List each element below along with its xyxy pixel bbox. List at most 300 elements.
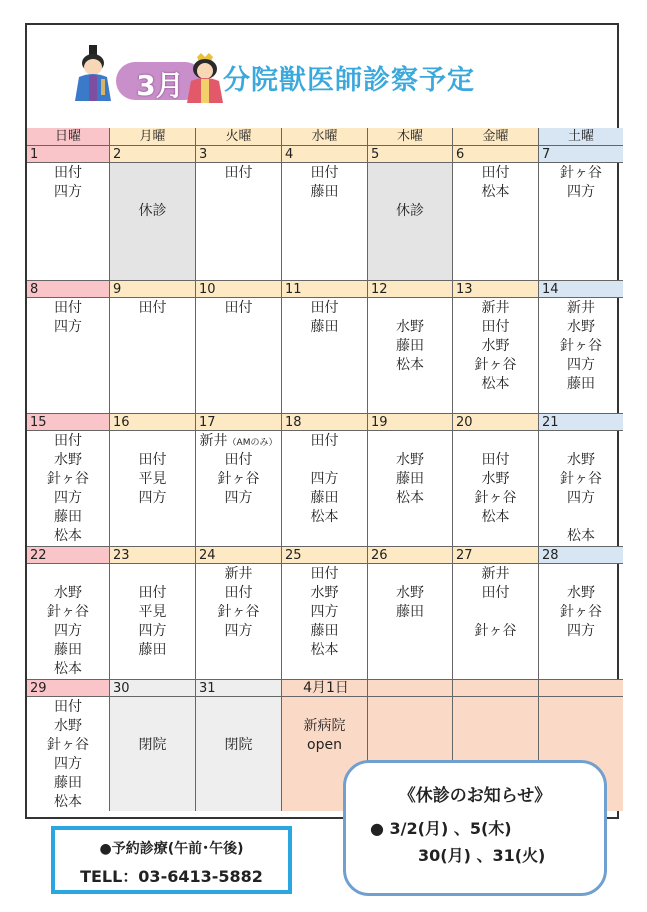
line-text: 水野 <box>310 585 339 601</box>
doctor-list <box>27 298 109 413</box>
line-text: 針ヶ谷 <box>47 604 89 620</box>
doctor-name <box>453 356 538 375</box>
line-text: 田付 <box>224 300 253 316</box>
notice-line-1: ● 3/2(月) 、5(木) <box>370 819 512 838</box>
line-text: 田付 <box>310 566 339 582</box>
line-text: 新井 <box>567 300 595 316</box>
doctor-name <box>27 318 109 337</box>
doctor-name <box>27 774 109 793</box>
new-hospital-label <box>282 698 367 717</box>
closed-label <box>368 183 452 202</box>
doctor-name <box>453 470 538 489</box>
doctor-name <box>453 318 538 337</box>
calendar-day-cell <box>27 414 110 547</box>
line-text: 田付 <box>481 165 510 181</box>
line-text: 水野 <box>54 718 82 734</box>
day-number: 25 <box>282 547 367 564</box>
doctor-list <box>196 163 281 280</box>
calendar-day-cell <box>196 680 282 811</box>
line-text: 針ヶ谷 <box>560 471 602 487</box>
closed-label <box>196 717 281 736</box>
doctor-name <box>27 755 109 774</box>
line-text: 藤田 <box>310 319 339 335</box>
line-text: 四方 <box>567 357 595 373</box>
doctor-list <box>196 697 281 811</box>
doctor-name <box>110 299 195 318</box>
doctor-name <box>368 489 452 508</box>
doctor-name <box>539 508 623 527</box>
weekday-header: 月曜 <box>110 128 196 146</box>
line-text: 田付 <box>310 433 339 449</box>
notice-line-2: 30(月) 、31(火) <box>418 846 546 865</box>
line-text: 松本 <box>54 794 82 810</box>
closed-label <box>110 698 195 717</box>
calendar-day-cell <box>282 146 368 281</box>
doctor-name <box>282 508 367 527</box>
day-number: 29 <box>27 680 109 697</box>
day-number <box>368 680 452 697</box>
doctor-name <box>453 183 538 202</box>
doctor-name <box>27 508 109 527</box>
reservation-box <box>51 826 292 894</box>
weekday-header: 日曜 <box>27 128 110 146</box>
line-text: 松本 <box>310 642 339 658</box>
calendar-day-cell <box>453 414 539 547</box>
line-text: 田付 <box>54 165 82 181</box>
doctor-name <box>453 584 538 603</box>
doctor-name <box>539 164 623 183</box>
line-text: 松本 <box>481 509 510 525</box>
doctor-name <box>27 641 109 660</box>
doctor-name <box>453 299 538 318</box>
doctor-name <box>282 318 367 337</box>
doctor-name <box>196 470 281 489</box>
line-text: 休診 <box>396 203 424 219</box>
doctor-list <box>539 564 623 679</box>
doctor-name <box>453 451 538 470</box>
doctor-name <box>110 489 195 508</box>
doctor-list <box>453 298 538 413</box>
line-text: 新井 <box>481 566 510 582</box>
doctor-name <box>282 164 367 183</box>
doctor-name <box>453 622 538 641</box>
day-number: 3 <box>196 146 281 163</box>
line-text: 針ヶ谷 <box>560 338 602 354</box>
day-number: 8 <box>27 281 109 298</box>
day-number: 30 <box>110 680 195 697</box>
doctor-name <box>282 584 367 603</box>
doctor-list <box>539 298 623 413</box>
line-text: 針ヶ谷 <box>474 357 517 373</box>
line-text: 田付 <box>224 165 253 181</box>
closure-notice-box <box>343 760 607 896</box>
doctor-list <box>453 431 538 546</box>
line-text: 四方 <box>567 184 595 200</box>
line-text: 藤田 <box>567 376 595 392</box>
day-number: 26 <box>368 547 452 564</box>
line-text: 藤田 <box>310 184 339 200</box>
doctor-list <box>110 163 195 280</box>
day-number: 6 <box>453 146 538 163</box>
line-text: 藤田 <box>396 604 424 620</box>
reservation-phone: TELL：03-6413-5882 <box>80 867 263 886</box>
doctor-name <box>27 565 109 584</box>
day-number <box>453 680 538 697</box>
closed-label <box>110 717 195 736</box>
day-number: 24 <box>196 547 281 564</box>
weekday-header: 土曜 <box>539 128 623 146</box>
line-text: 針ヶ谷 <box>217 604 260 620</box>
doctor-name <box>368 299 452 318</box>
line-text: 松本 <box>481 184 510 200</box>
calendar-day-cell <box>539 281 623 414</box>
calendar-day-cell <box>282 281 368 414</box>
doctor-name <box>453 432 538 451</box>
line-text: 針ヶ谷 <box>474 490 517 506</box>
doctor-name <box>282 489 367 508</box>
doctor-list <box>110 564 195 679</box>
line-text: 針ヶ谷 <box>47 471 89 487</box>
doctor-name <box>196 603 281 622</box>
calendar-day-cell <box>539 547 623 680</box>
day-number: 13 <box>453 281 538 298</box>
closed-label <box>110 183 195 202</box>
calendar-day-cell <box>453 281 539 414</box>
day-number: 28 <box>539 547 623 564</box>
month-label: 3月 <box>136 69 184 102</box>
day-number: 23 <box>110 547 195 564</box>
hina-doll-emperor-icon <box>71 45 115 103</box>
closed-label <box>368 202 452 221</box>
doctor-name <box>453 489 538 508</box>
line-text: 松本 <box>396 490 424 506</box>
doctor-name <box>368 432 452 451</box>
doctor-list <box>453 163 538 280</box>
line-text: 水野 <box>54 452 82 468</box>
doctor-name <box>368 356 452 375</box>
line-text: 田付 <box>54 300 82 316</box>
line-text: 四方 <box>224 490 253 506</box>
doctor-name <box>196 565 281 584</box>
doctor-list <box>368 163 452 280</box>
line-text: 四方 <box>224 623 253 639</box>
line-text: 四方 <box>310 471 339 487</box>
doctor-name <box>539 622 623 641</box>
line-text: 四方 <box>138 490 167 506</box>
line-text: 水野 <box>54 585 82 601</box>
doctor-name <box>539 584 623 603</box>
calendar-day-cell <box>368 281 453 414</box>
doctor-name <box>539 183 623 202</box>
day-number: 31 <box>196 680 281 697</box>
doctor-name <box>282 299 367 318</box>
line-text: 水野 <box>567 452 595 468</box>
line-text: 四方 <box>54 490 82 506</box>
reservation-hours: ●予約診療(午前･午後) <box>99 841 244 857</box>
day-number: 20 <box>453 414 538 431</box>
doctor-list <box>368 431 452 546</box>
page-title: 分院獣医師診察予定 <box>223 65 475 96</box>
doctor-list <box>110 431 195 546</box>
line-text: 四方 <box>54 184 82 200</box>
doctor-name <box>539 337 623 356</box>
hina-doll-empress-icon <box>185 51 225 103</box>
line-text: 藤田 <box>310 490 339 506</box>
calendar-day-cell <box>196 281 282 414</box>
doctor-name <box>368 451 452 470</box>
line-text: 藤田 <box>396 471 424 487</box>
doctor-name <box>196 622 281 641</box>
calendar-day-cell <box>368 414 453 547</box>
line-text: 新井 <box>481 300 510 316</box>
calendar-day-cell <box>453 547 539 680</box>
calendar-day-cell <box>453 146 539 281</box>
calendar-day-cell <box>110 281 196 414</box>
calendar-day-cell <box>110 414 196 547</box>
day-number: 10 <box>196 281 281 298</box>
doctor-name <box>27 451 109 470</box>
weekday-header: 水曜 <box>282 128 368 146</box>
calendar-day-cell <box>27 680 110 811</box>
new-hospital-label <box>282 717 367 736</box>
doctor-name <box>539 318 623 337</box>
line-text: 四方 <box>54 756 82 772</box>
closed-label <box>196 736 281 755</box>
doctor-list <box>368 298 452 413</box>
doctor-name <box>453 337 538 356</box>
line-text: 水野 <box>567 585 595 601</box>
schedule-frame <box>25 23 619 819</box>
line-text: 針ヶ谷 <box>47 737 89 753</box>
notice-heading: 《休診のお知らせ》 <box>398 786 552 806</box>
doctor-name <box>368 318 452 337</box>
line-text: 田付 <box>310 300 339 316</box>
line-text: 平見 <box>138 604 167 620</box>
calendar-day-cell <box>27 281 110 414</box>
doctor-name <box>110 470 195 489</box>
calendar-day-cell <box>27 547 110 680</box>
doctor-name <box>27 717 109 736</box>
day-number: 9 <box>110 281 195 298</box>
doctor-name <box>27 432 109 451</box>
day-number: 4月1日 <box>282 680 367 697</box>
day-number: 17 <box>196 414 281 431</box>
weekday-header: 金曜 <box>453 128 539 146</box>
day-number: 21 <box>539 414 623 431</box>
line-text: 田付 <box>54 699 82 715</box>
line-text: 松本 <box>481 376 510 392</box>
line-text: 針ヶ谷 <box>474 623 517 639</box>
doctor-name <box>27 622 109 641</box>
line-text: 水野 <box>396 452 424 468</box>
doctor-list <box>110 298 195 413</box>
line-text: 水野 <box>481 338 510 354</box>
doctor-name <box>196 584 281 603</box>
doctor-name <box>110 565 195 584</box>
line-text: 四方 <box>567 623 595 639</box>
doctor-name <box>282 183 367 202</box>
doctor-name <box>282 565 367 584</box>
doctor-name <box>453 565 538 584</box>
line-text: 休診 <box>138 203 167 219</box>
doctor-name <box>196 432 281 451</box>
line-text: 松本 <box>567 528 595 544</box>
doctor-name <box>27 584 109 603</box>
doctor-name <box>27 660 109 679</box>
day-number: 1 <box>27 146 109 163</box>
day-number: 12 <box>368 281 452 298</box>
line-text: 田付 <box>310 165 339 181</box>
closed-label <box>110 202 195 221</box>
closed-label <box>368 164 452 183</box>
doctor-name <box>453 603 538 622</box>
line-text: 水野 <box>396 319 424 335</box>
doctor-list <box>282 431 367 546</box>
line-text: 田付 <box>224 585 253 601</box>
doctor-name <box>282 603 367 622</box>
day-number: 2 <box>110 146 195 163</box>
doctor-list <box>27 163 109 280</box>
doctor-list <box>110 697 195 811</box>
line-text: 新井 <box>199 433 228 449</box>
doctor-name <box>110 432 195 451</box>
doctor-name <box>110 451 195 470</box>
line-text: 田付 <box>481 319 510 335</box>
line-text: 田付 <box>138 300 167 316</box>
calendar-day-cell <box>539 414 623 547</box>
doctor-name <box>539 299 623 318</box>
calendar-day-cell <box>368 547 453 680</box>
doctor-list <box>196 298 281 413</box>
doctor-name <box>368 470 452 489</box>
doctor-name <box>539 489 623 508</box>
line-text: 松本 <box>54 661 82 677</box>
doctor-name <box>368 337 452 356</box>
line-text: 四方 <box>567 490 595 506</box>
calendar-day-cell <box>110 680 196 811</box>
line-text: 水野 <box>567 319 595 335</box>
doctor-name <box>110 622 195 641</box>
doctor-list <box>282 298 367 413</box>
doctor-name <box>196 489 281 508</box>
doctor-list <box>539 431 623 546</box>
closed-label <box>196 698 281 717</box>
line-text: 藤田 <box>310 623 339 639</box>
doctor-name <box>539 603 623 622</box>
doctor-name <box>368 565 452 584</box>
weekday-header: 木曜 <box>368 128 453 146</box>
line-text: 田付 <box>138 452 167 468</box>
calendar-day-cell <box>539 146 623 281</box>
doctor-name <box>27 299 109 318</box>
doctor-name <box>27 698 109 717</box>
doctor-name <box>27 183 109 202</box>
calendar-day-cell <box>368 146 453 281</box>
line-text: 水野 <box>481 471 510 487</box>
line-text: 田付 <box>224 452 253 468</box>
doctor-name <box>282 470 367 489</box>
line-text: 四方 <box>54 623 82 639</box>
line-text: 藤田 <box>396 338 424 354</box>
doctor-name <box>368 584 452 603</box>
line-text: 藤田 <box>54 509 82 525</box>
day-number <box>539 680 623 697</box>
day-number: 11 <box>282 281 367 298</box>
line-text: 水野 <box>396 585 424 601</box>
calendar-day-cell <box>196 547 282 680</box>
doctor-name <box>27 527 109 546</box>
doctor-list <box>282 564 367 679</box>
line-text: 田付 <box>138 585 167 601</box>
calendar-day-cell <box>110 146 196 281</box>
line-text: 藤田 <box>54 775 82 791</box>
calendar-day-cell <box>282 414 368 547</box>
doctor-name <box>27 164 109 183</box>
line-text: 新病院 <box>303 718 346 734</box>
doctor-list <box>27 697 109 811</box>
doctor-list <box>27 564 109 679</box>
calendar-day-cell <box>196 414 282 547</box>
closed-label <box>110 736 195 755</box>
line-text: 松本 <box>310 509 339 525</box>
line-text: 針ヶ谷 <box>217 471 260 487</box>
doctor-name <box>539 470 623 489</box>
doctor-name <box>539 527 623 546</box>
doctor-list <box>196 431 281 546</box>
new-hospital-label <box>282 736 367 755</box>
doctor-name <box>27 489 109 508</box>
line-text: 四方 <box>310 604 339 620</box>
doctor-name <box>27 736 109 755</box>
doctor-name <box>453 508 538 527</box>
doctor-name <box>110 641 195 660</box>
doctor-name <box>453 375 538 394</box>
doctor-name <box>27 470 109 489</box>
weekday-header: 火曜 <box>196 128 282 146</box>
calendar-day-cell <box>196 146 282 281</box>
doctor-name <box>196 164 281 183</box>
line-text: 田付 <box>54 433 82 449</box>
doctor-name <box>282 451 367 470</box>
doctor-name <box>196 451 281 470</box>
doctor-name <box>282 641 367 660</box>
doctor-name <box>453 164 538 183</box>
line-text: 松本 <box>54 528 82 544</box>
day-number: 4 <box>282 146 367 163</box>
doctor-list <box>282 163 367 280</box>
line-text: open <box>307 737 342 753</box>
day-number: 15 <box>27 414 109 431</box>
day-number: 27 <box>453 547 538 564</box>
doctor-name <box>110 603 195 622</box>
doctor-name <box>27 793 109 812</box>
doctor-name <box>196 299 281 318</box>
doctor-list <box>453 564 538 679</box>
doctor-name <box>282 622 367 641</box>
doctor-name <box>539 432 623 451</box>
am-only-note: （AMのみ） <box>227 438 278 448</box>
calendar-day-cell <box>110 547 196 680</box>
doctor-list <box>196 564 281 679</box>
doctor-name <box>110 584 195 603</box>
line-text: 新井 <box>224 566 253 582</box>
line-text: 田付 <box>481 452 510 468</box>
closed-label <box>110 164 195 183</box>
line-text: 松本 <box>396 357 424 373</box>
line-text: 藤田 <box>54 642 82 658</box>
line-text: 閉院 <box>224 737 253 753</box>
day-number: 14 <box>539 281 623 298</box>
